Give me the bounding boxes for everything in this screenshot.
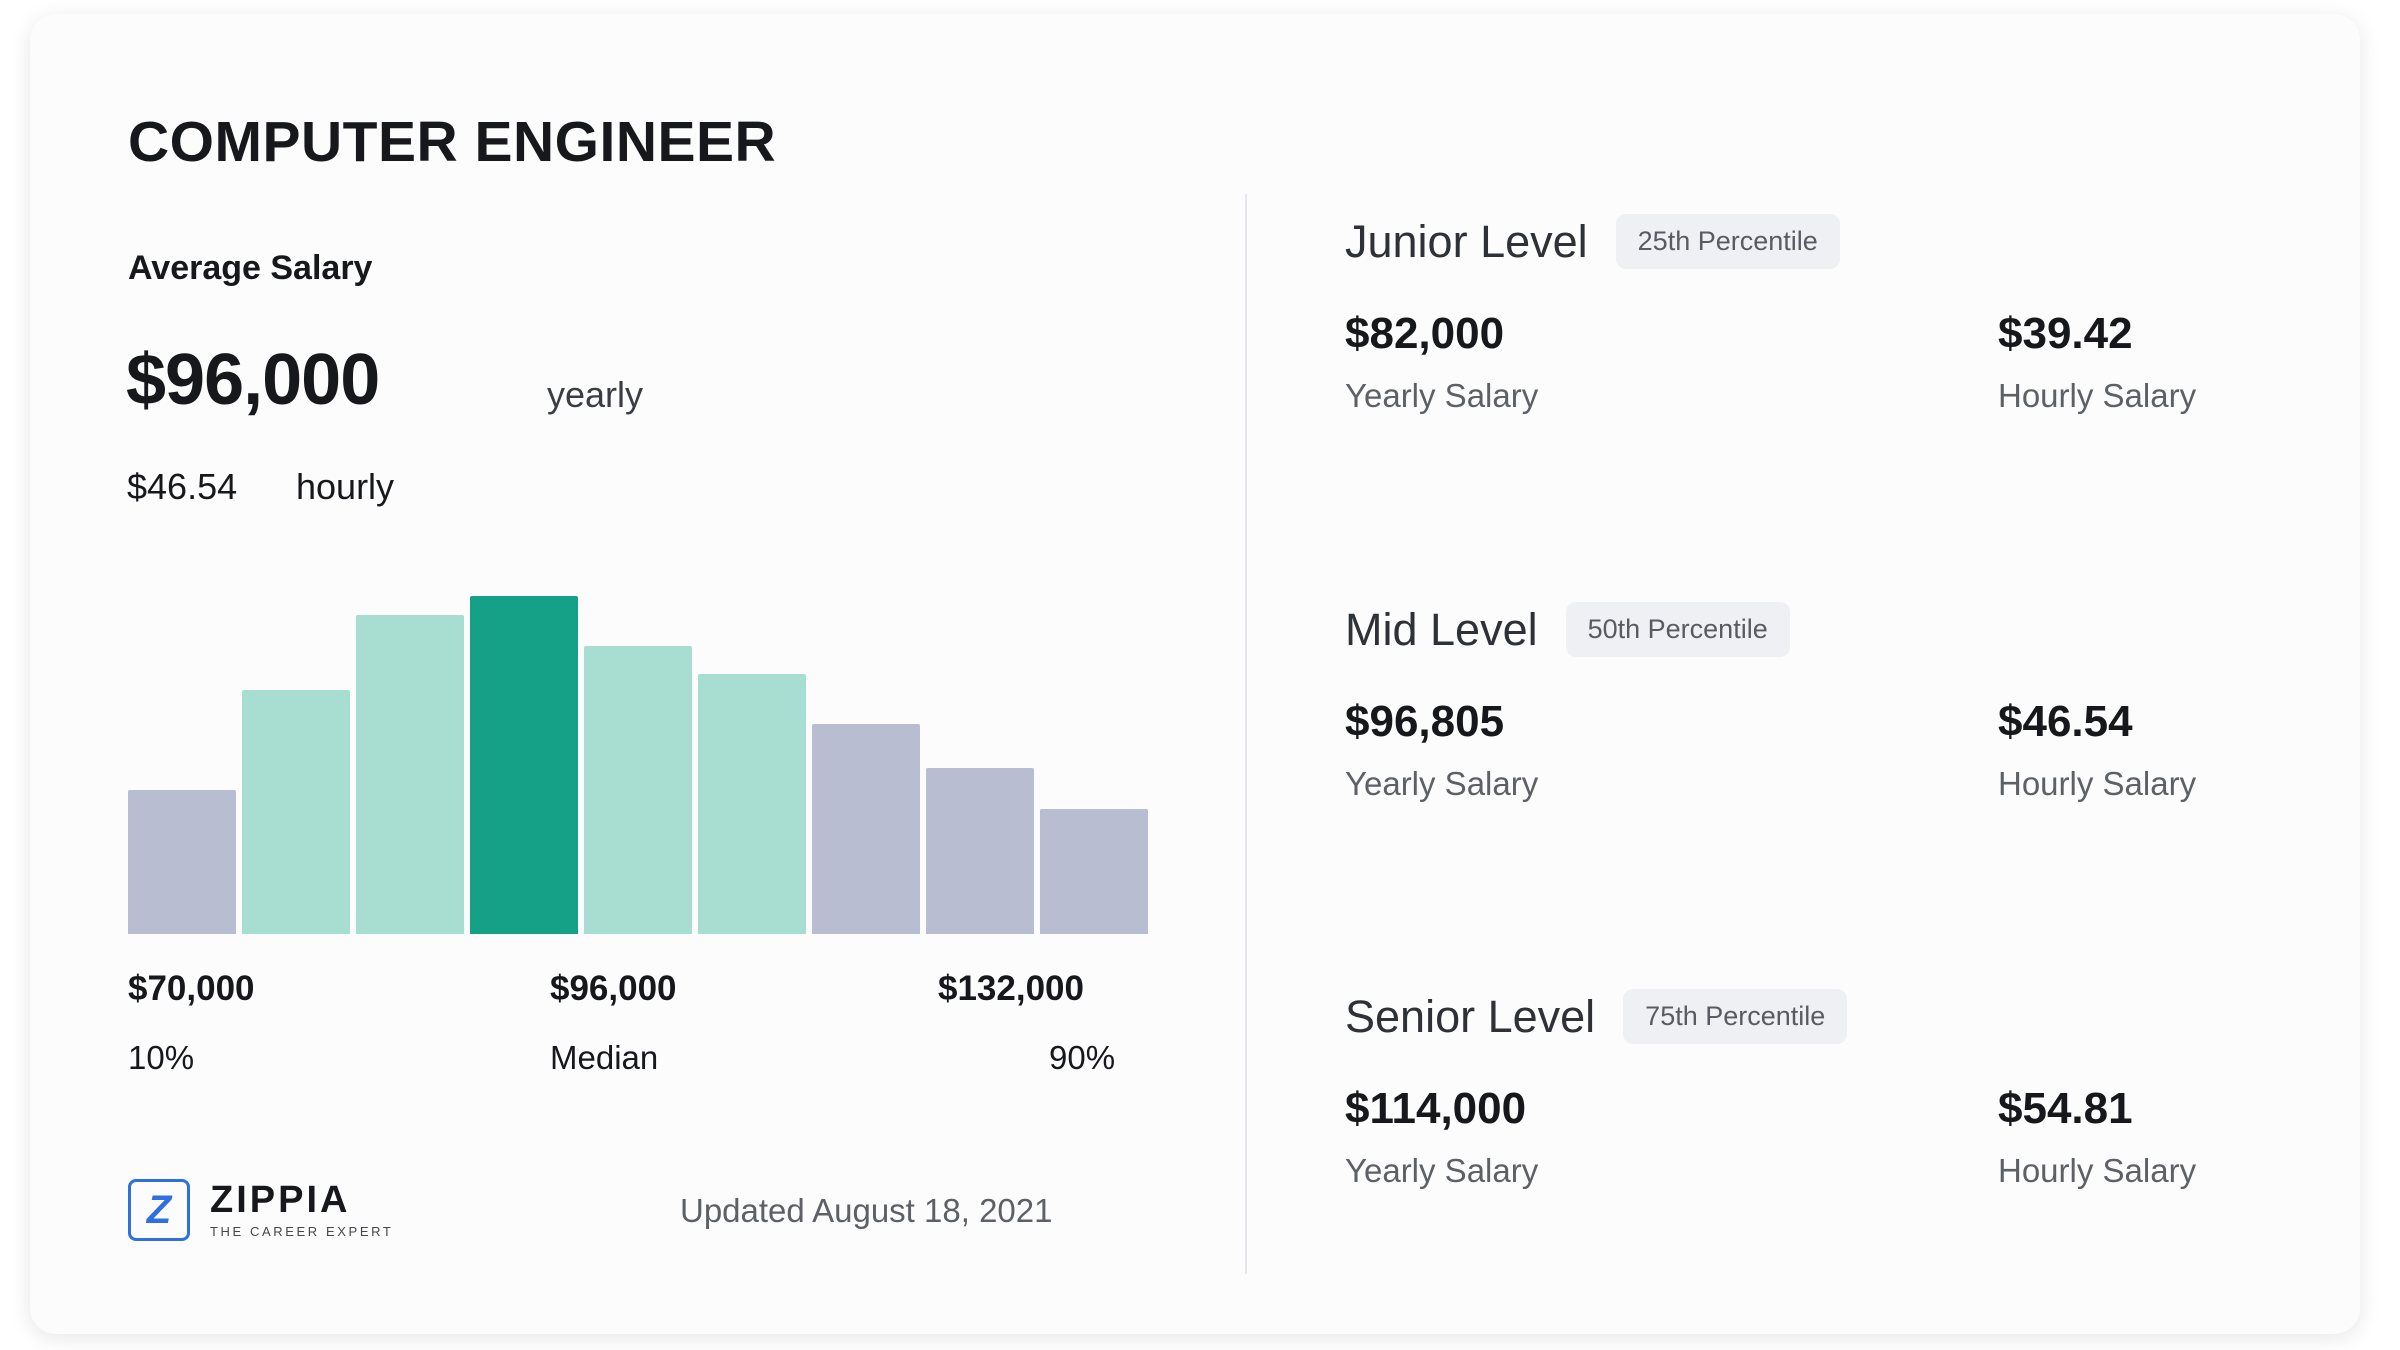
level-block-junior — [1345, 214, 2305, 429]
hourly-value: $46.54 — [1998, 697, 2133, 746]
yearly-caption: Yearly Salary — [1345, 377, 1539, 414]
level-body — [1345, 697, 2305, 817]
left-pane — [30, 14, 1250, 1334]
chart-label-high-value: $132,000 — [938, 969, 1084, 1008]
level-body — [1345, 1084, 2305, 1204]
yearly-column — [1345, 1084, 1538, 1190]
zippia-mark-icon — [128, 1179, 190, 1241]
average-yearly-value: $96,000 — [126, 340, 380, 420]
zippia-logo-name: ZIPPIA — [210, 1179, 351, 1221]
yearly-value: $96,805 — [1345, 697, 1505, 746]
yearly-caption: Yearly Salary — [1345, 1152, 1539, 1189]
hourly-value: $39.42 — [1998, 309, 2133, 358]
hourly-caption: Hourly Salary — [1998, 765, 2197, 802]
chart-bar — [926, 768, 1034, 934]
salary-distribution-chart — [128, 574, 1148, 934]
zippia-logo — [128, 1179, 393, 1241]
level-body — [1345, 309, 2305, 429]
yearly-column — [1345, 697, 1538, 803]
updated-date: Updated August 18, 2021 — [680, 1192, 1053, 1229]
average-salary-label: Average Salary — [128, 249, 373, 287]
level-header — [1345, 602, 2305, 657]
level-header — [1345, 214, 2305, 269]
level-block-mid — [1345, 602, 2305, 817]
level-block-senior — [1345, 989, 2305, 1204]
chart-bar — [470, 596, 578, 934]
percentile-badge: 75th Percentile — [1623, 989, 1847, 1044]
chart-bar — [812, 724, 920, 934]
chart-label-median-value: $96,000 — [550, 969, 677, 1008]
level-name: Senior Level — [1345, 990, 1596, 1042]
chart-bar — [1040, 809, 1148, 934]
percentile-badge: 25th Percentile — [1616, 214, 1840, 269]
hourly-column — [1998, 1084, 2196, 1190]
yearly-value: $114,000 — [1345, 1084, 1527, 1133]
zippia-mark-letter: Z — [146, 1188, 172, 1232]
chart-bar — [698, 674, 806, 934]
zippia-logo-text — [210, 1181, 393, 1239]
chart-bar — [584, 646, 692, 934]
yearly-value: $82,000 — [1345, 309, 1505, 358]
yearly-column — [1345, 309, 1538, 415]
hourly-caption: Hourly Salary — [1998, 1152, 2197, 1189]
hourly-column — [1998, 697, 2196, 803]
average-yearly-unit: yearly — [547, 374, 644, 415]
chart-label-low-value: $70,000 — [128, 969, 255, 1008]
zippia-logo-tagline: THE CAREER EXPERT — [210, 1224, 394, 1239]
chart-bar — [356, 615, 464, 934]
page-title: COMPUTER ENGINEER — [128, 110, 777, 174]
chart-label-median-caption: Median — [550, 1039, 659, 1076]
level-name: Mid Level — [1345, 603, 1538, 655]
yearly-caption: Yearly Salary — [1345, 765, 1539, 802]
hourly-caption: Hourly Salary — [1998, 377, 2197, 414]
chart-bar — [128, 790, 236, 934]
chart-bar — [242, 690, 350, 934]
average-hourly-value: $46.54 — [127, 466, 238, 507]
average-hourly-unit: hourly — [296, 466, 395, 507]
chart-label-low-caption: 10% — [128, 1039, 195, 1076]
level-header — [1345, 989, 2305, 1044]
level-name: Junior Level — [1345, 215, 1588, 267]
chart-label-high-caption: 90% — [1049, 1039, 1116, 1076]
vertical-divider — [1245, 194, 1247, 1274]
salary-card — [30, 14, 2360, 1334]
hourly-value: $54.81 — [1998, 1084, 2133, 1133]
hourly-column — [1998, 309, 2196, 415]
percentile-badge: 50th Percentile — [1566, 602, 1790, 657]
